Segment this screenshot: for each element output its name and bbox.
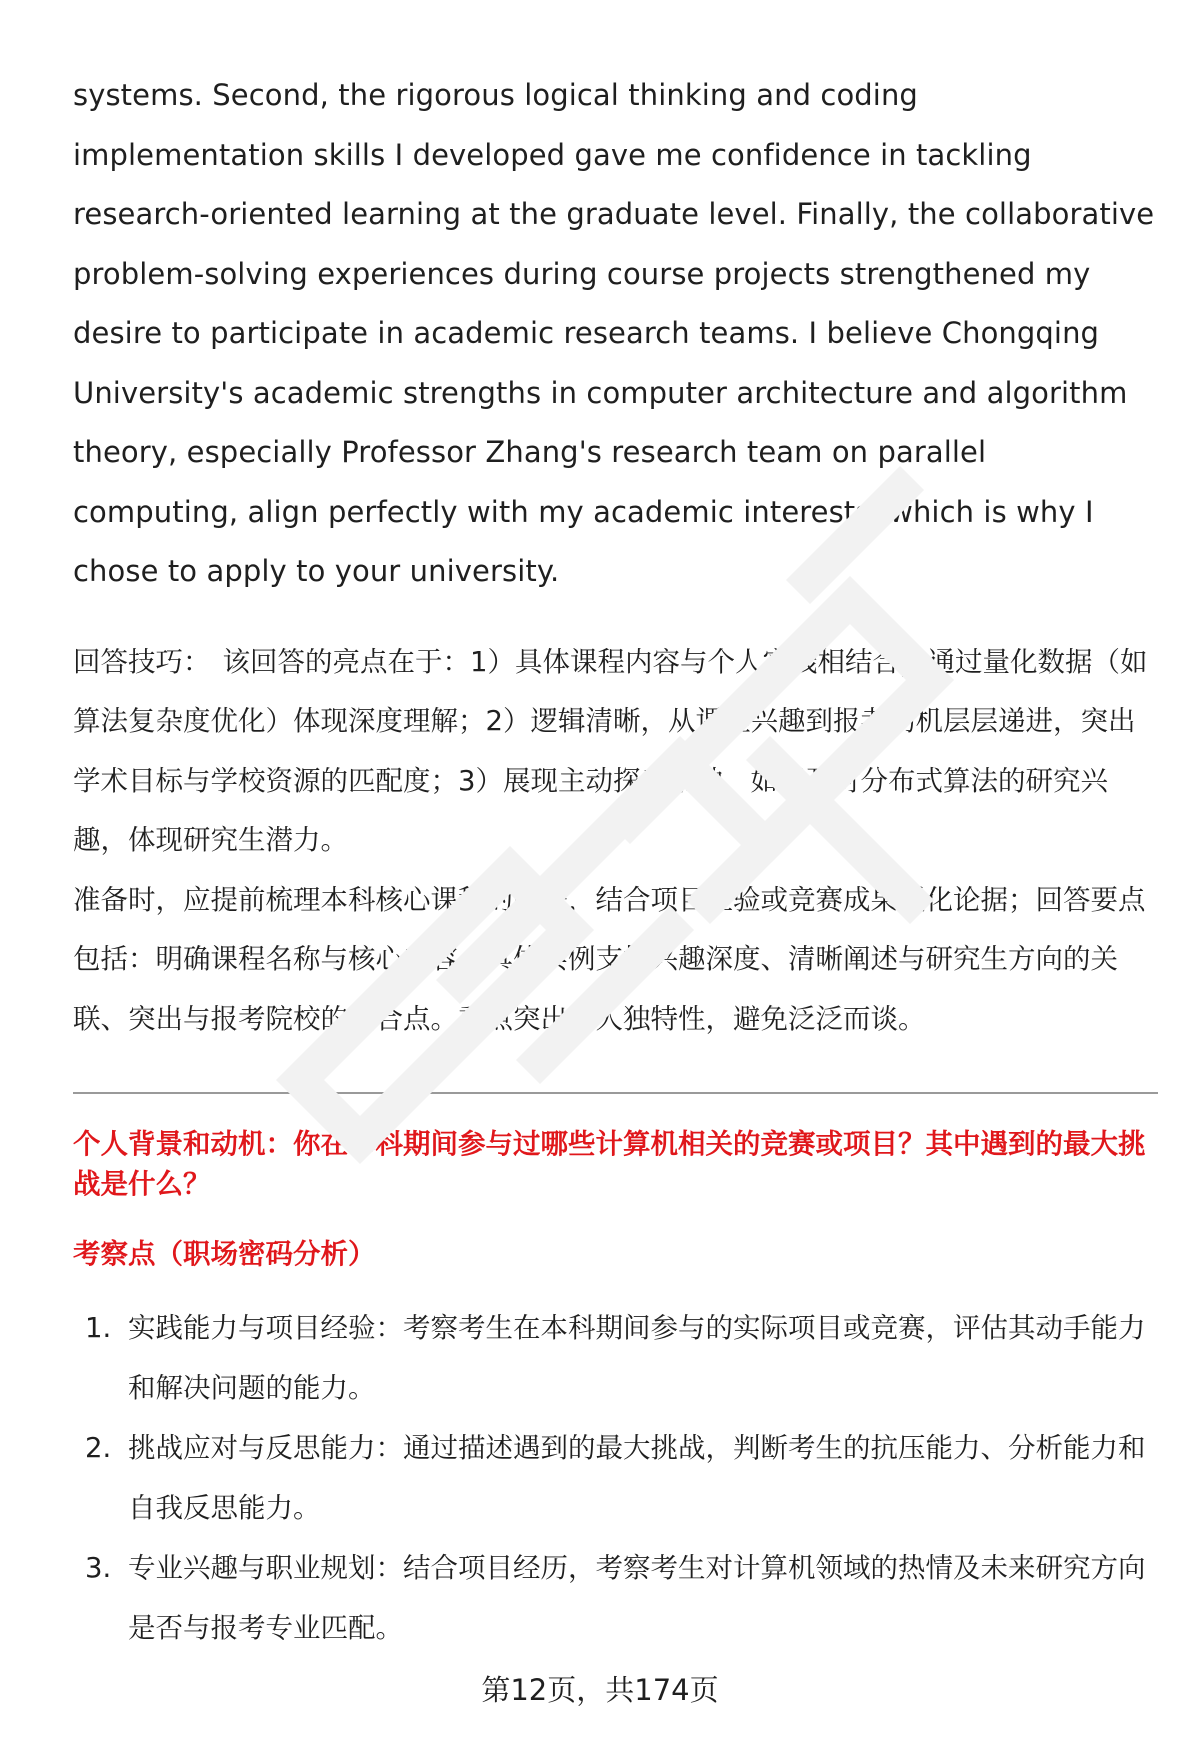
list-item-text: 实践能力与项目经验：考察考生在本科期间参与的实际项目或竞赛，评估其动手能力和解决问题的能力。 xyxy=(128,1312,1146,1404)
question-heading: 个人背景和动机：你在本科期间参与过哪些计算机相关的竞赛或项目？其中遇到的最大挑战是什么？ xyxy=(73,1128,1146,1200)
section-divider xyxy=(73,1092,1158,1094)
tips-label: 回答技巧： xyxy=(73,645,211,678)
list-item-number: 3. xyxy=(85,1552,112,1584)
list-item xyxy=(73,1539,1158,1658)
prep-paragraph: 准备时，应提前梳理本科核心课程的收获，结合项目经验或竞赛成果强化论据；回答要点包括：明确课程名称与核心内容、具体实例支撑兴趣深度、清晰阐述与研究生方向的关联、突出与报考院校的契合点。重点突出个人独特性，避免泛泛而谈。 xyxy=(73,883,1146,1035)
assessment-points-list xyxy=(73,1299,1158,1658)
list-item-number: 2. xyxy=(85,1432,112,1464)
assessment-heading: 考察点（职场密码分析） xyxy=(73,1238,376,1270)
list-item-text: 挑战应对与反思能力：通过描述遇到的最大挑战，判断考生的抗压能力、分析能力和自我反思能力。 xyxy=(128,1432,1146,1524)
list-item-number: 1. xyxy=(85,1312,112,1344)
list-item xyxy=(73,1299,1158,1418)
list-item-text: 专业兴趣与职业规划：结合项目经历，考察考生对计算机领域的热情及未来研究方向是否与报考专业匹配。 xyxy=(128,1552,1146,1644)
document-page xyxy=(73,66,1158,1659)
intro-paragraph: systems. Second, the rigorous logical thinking and coding implementation skills I developed gave me confidence in tackling research-oriented learning at the graduate level. Finally, the collaborative problem-solving experiences during course projects strengthened my desire to participate in academic research teams. I believe Chongqing University's academic strengths in computer architecture and algorithm theory, especially Professor Zhang's research team on parallel computing, align perfectly with my academic interests, which is why I chose to apply to your university. xyxy=(73,78,1155,588)
tips-paragraph xyxy=(73,633,1158,871)
page-footer: 第12页，共174页 xyxy=(481,1673,719,1707)
list-item xyxy=(73,1419,1158,1538)
tips-body: 该回答的亮点在于：1）具体课程内容与个人实践相结合，通过量化数据（如算法复杂度优化）体现深度理解；2）逻辑清晰，从课程兴趣到报考动机层层递进，突出学术目标与学校资源的匹配度；3）展现主动探索精神，如提及对分布式算法的研究兴趣，体现研究生潜力。 xyxy=(73,645,1148,856)
answer-tips xyxy=(73,633,1158,1050)
